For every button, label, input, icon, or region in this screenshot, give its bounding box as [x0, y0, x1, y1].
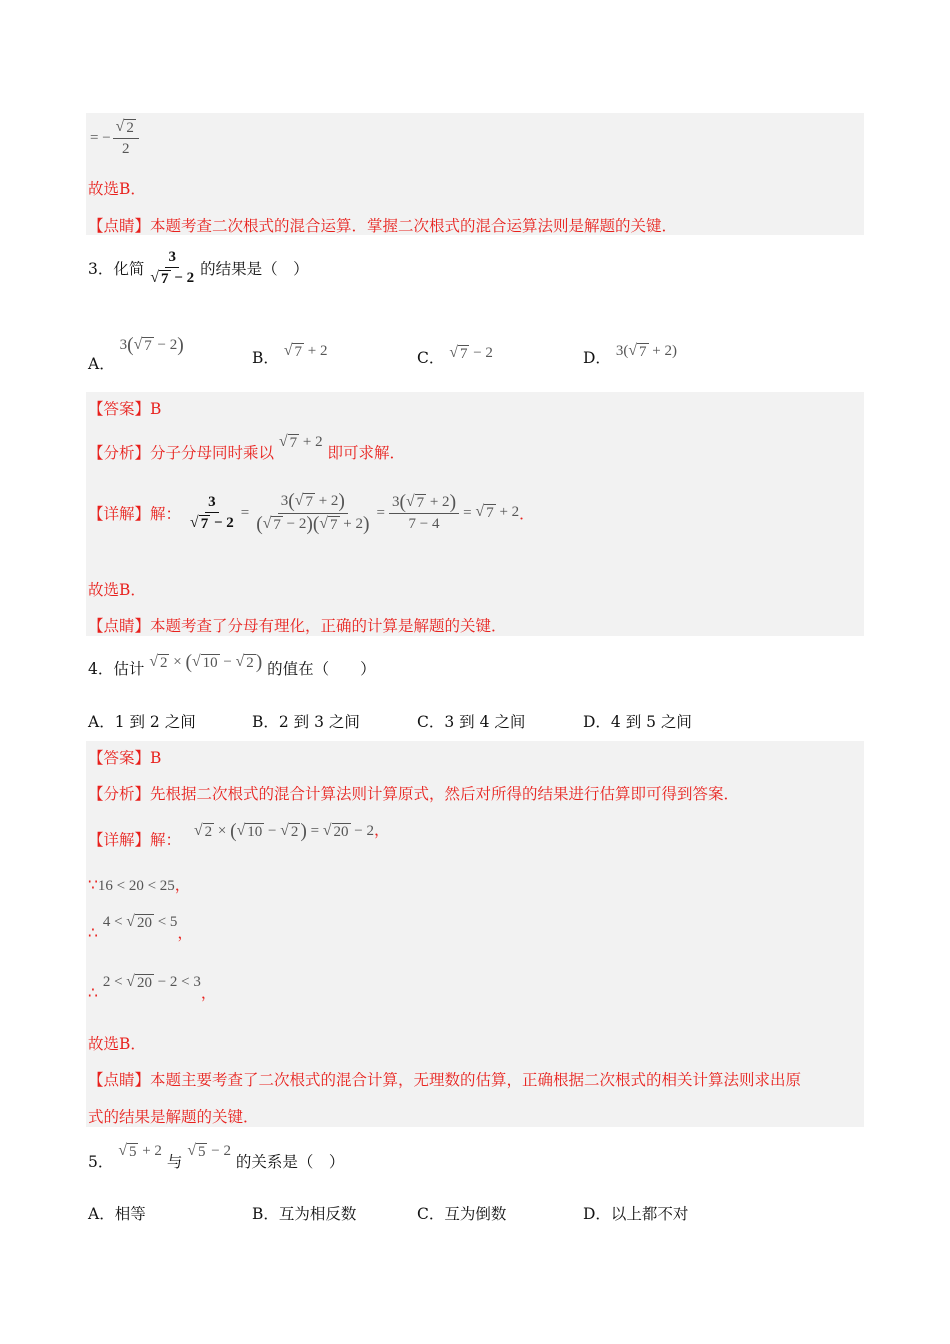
q4-choose: 故选B． [88, 1035, 146, 1053]
q3-choose: 故选B． [88, 581, 146, 599]
q5-option-b[interactable]: B．互为相反数 [252, 1205, 357, 1223]
q4-comment-line2: 式的结果是解题的关键． [88, 1108, 259, 1126]
q4-therefore-1: ∴ 4 < √ 20 < 5， [88, 913, 193, 942]
q3-option-b[interactable]: B． √ 7 + 2 [252, 342, 328, 367]
answer-tag: 【答案】 [88, 749, 151, 767]
q2-result: = − √ 2 2 [90, 118, 139, 158]
q4-analysis: 【分析】先根据二次根式的混合计算法则计算原式，然后对所得的结果进行估算即可得到答案． [88, 785, 740, 803]
q3-detail: 【详解】 解： 3 √ 7 − 2 = 3( √ 7 + 2) ( √ 7 − 2)( √ 7 + 2) = 3( √ 7 + 2) 7 − 4 = √ 7 + 2 ． [88, 491, 535, 535]
q3-stem: 3．化简 3 √ 7 − 2 的结果是（ ） [88, 249, 309, 287]
comment-tag: 【点睛】 [88, 1071, 151, 1089]
comment-tag: 【点睛】 [88, 217, 151, 235]
q5-stem: 5． √ 5 + 2 与 √ 5 − 2 的关系是（ ） [88, 1142, 345, 1171]
q2-choose: 故选B． [88, 180, 146, 198]
q2-comment: 【点睛】本题考查二次根式的混合运算．掌握二次根式的混合运算法则是解题的关键． [88, 217, 678, 235]
q4-option-c[interactable]: C．3 到 4 之间 [417, 713, 526, 731]
q4-option-a[interactable]: A．1 到 2 之间 [88, 713, 196, 731]
q4-therefore-2: ∴ 2 < √ 20 − 2 < 3， [88, 973, 217, 1002]
q5-option-a[interactable]: A．相等 [88, 1205, 146, 1223]
q4-because: ∵16 < 20 < 25， [88, 876, 191, 894]
q3-option-c[interactable]: C． √ 7 − 2 [417, 344, 493, 367]
q3-option-a[interactable]: A． 3( √ 7 − 2) [88, 335, 184, 374]
q5-option-d[interactable]: D．以上都不对 [583, 1205, 689, 1223]
answer-tag: 【答案】 [88, 400, 151, 418]
q3-option-d[interactable]: D． 3( √ 7 + 2) [583, 342, 677, 367]
q3-analysis: 【分析】分子分母同时乘以 √ 7 + 2 即可求解． [88, 433, 406, 462]
q4-option-d[interactable]: D．4 到 5 之间 [583, 713, 692, 731]
q4-answer: 【答案】B [88, 749, 162, 767]
q4-stem: 4．估计 √ 2 × ( √ 10 − √ 2 ) 的值在（ ） [88, 651, 376, 678]
q5-option-c[interactable]: C．互为倒数 [417, 1205, 507, 1223]
q3-answer: 【答案】B [88, 400, 162, 418]
q4-option-b[interactable]: B．2 到 3 之间 [252, 713, 360, 731]
q3-comment: 【点睛】本题考查了分母有理化，正确的计算是解题的关键． [88, 617, 507, 635]
q4-detail: 【详解】解： √ 2 × ( √ 10 − √ 2 ) = √ 20 − 2， [88, 820, 390, 849]
comment-tag: 【点睛】 [88, 617, 151, 635]
q4-comment-line1: 【点睛】本题主要考查了二次根式的混合计算，无理数的估算，正确根据二次根式的相关计算法则求出原 [88, 1071, 802, 1089]
